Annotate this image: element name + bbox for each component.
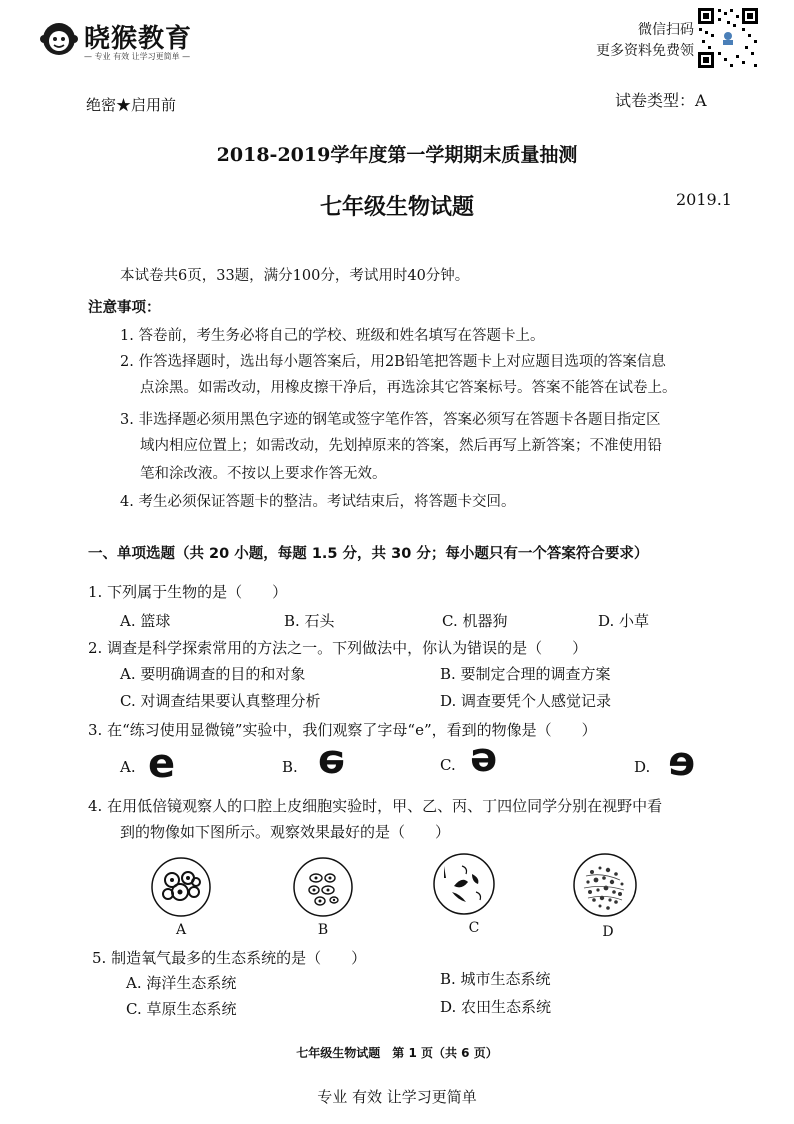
qr-caption-line2: 更多资料免费领	[596, 43, 694, 59]
question-2-stem: 2. 调查是科学探索常用的方法之一。下列做法中，你认为错误的是（ ）	[88, 639, 588, 657]
page-footer: 七年级生物试题 第 1 页（共 6 页）	[296, 1046, 498, 1060]
q3-option-c: C.	[440, 756, 456, 774]
notice-item: 域内相应位置上；如需改动，先划掉原来的答案，然后再写上新答案；不准使用铅	[140, 438, 662, 454]
question-4-stem-line1: 4. 在用低倍镜观察人的口腔上皮细胞实验时，甲、乙、丙、丁四位同学分别在视野中看	[88, 797, 663, 815]
q1-option-a: A. 篮球	[120, 612, 171, 630]
exam-date: 2019.1	[676, 190, 732, 209]
q3-glyph-b: e	[318, 741, 346, 787]
q2-option-a: A. 要明确调查的目的和对象	[120, 665, 306, 683]
q1-option-c: C. 机器狗	[442, 612, 508, 630]
microscope-view-d	[572, 852, 638, 918]
paper-type: 试卷类型：A	[615, 91, 707, 110]
q3-glyph-c: e	[470, 739, 498, 785]
q3-glyph-d: e	[668, 739, 696, 785]
microscope-view-c	[432, 852, 496, 916]
q3-glyph-a: e	[148, 741, 176, 787]
exam-title: 2018-2019学年度第一学期期末质量抽测	[216, 144, 578, 166]
q4-label-b: B	[317, 922, 329, 938]
q5-option-a: A. 海洋生态系统	[126, 974, 237, 992]
question-5-stem: 5. 制造氧气最多的生态系统的是（ ）	[92, 949, 367, 967]
notice-title: 注意事项：	[88, 299, 161, 316]
notice-item: 4. 考生必须保证答题卡的整洁。考试结束后，将答题卡交回。	[120, 494, 516, 510]
logo-text: 晓猴教育	[84, 24, 193, 54]
logo	[40, 18, 210, 64]
intro-text: 本试卷共6页，33题，满分100分，考试用时40分钟。	[120, 268, 470, 284]
logo-slogan: — 专业 有效 让学习更简单 —	[84, 52, 191, 61]
bottom-slogan: 专业 有效 让学习更简单	[317, 1088, 477, 1106]
notice-item: 2. 作答选择题时，选出每小题答案后，用2B铅笔把答题卡上对应题目选项的答案信息	[120, 354, 666, 370]
notice-item: 点涂黑。如需改动，用橡皮擦干净后，再选涂其它答案标号。答案不能答在试卷上。	[140, 380, 677, 396]
q1-option-d: D. 小草	[598, 612, 650, 630]
exam-subtitle: 七年级生物试题	[319, 194, 474, 220]
section-heading: 一、单项选题（共 20 小题，每题 1.5 分，共 30 分；每小题只有一个答案符合要求）	[88, 546, 649, 562]
q3-option-a: A.	[120, 758, 136, 776]
q5-option-b: B. 城市生态系统	[440, 970, 551, 988]
q5-option-d: D. 农田生态系统	[440, 998, 552, 1016]
q3-option-d: D.	[634, 758, 651, 776]
q2-option-b: B. 要制定合理的调查方案	[440, 665, 611, 683]
qr-caption-line1: 微信扫码	[638, 22, 694, 38]
qr-code-icon[interactable]	[696, 6, 760, 70]
notice-item: 笔和涂改液。不按以上要求作答无效。	[140, 466, 387, 482]
question-3-stem: 3. 在“练习使用显微镜”实验中，我们观察了字母“e”，看到的物像是（ ）	[88, 721, 597, 739]
notice-item: 3. 非选择题必须用黑色字迹的钢笔或签字笔作答，答案必须写在答题卡各题目指定区	[120, 412, 661, 428]
microscope-view-b	[292, 856, 354, 918]
confidential-label: 绝密★启用前	[86, 96, 177, 114]
q4-label-c: C	[468, 920, 480, 936]
q2-option-d: D. 调查要凭个人感觉记录	[440, 692, 612, 710]
q4-label-d: D	[602, 924, 614, 940]
monkey-logo-icon	[40, 20, 78, 58]
microscope-view-a	[150, 856, 212, 918]
question-4-stem-line2: 到的物像如下图所示。观察效果最好的是（ ）	[120, 823, 451, 841]
q4-label-a: A	[175, 922, 187, 938]
notice-item: 1. 答卷前，考生务必将自己的学校、班级和姓名填写在答题卡上。	[120, 328, 545, 344]
question-1-stem: 1. 下列属于生物的是（ ）	[88, 583, 288, 601]
q5-option-c: C. 草原生态系统	[126, 1000, 237, 1018]
q3-option-b: B.	[282, 758, 298, 776]
qr-caption	[596, 20, 694, 62]
q1-option-b: B. 石头	[284, 612, 335, 630]
q2-option-c: C. 对调查结果要认真整理分析	[120, 692, 321, 710]
